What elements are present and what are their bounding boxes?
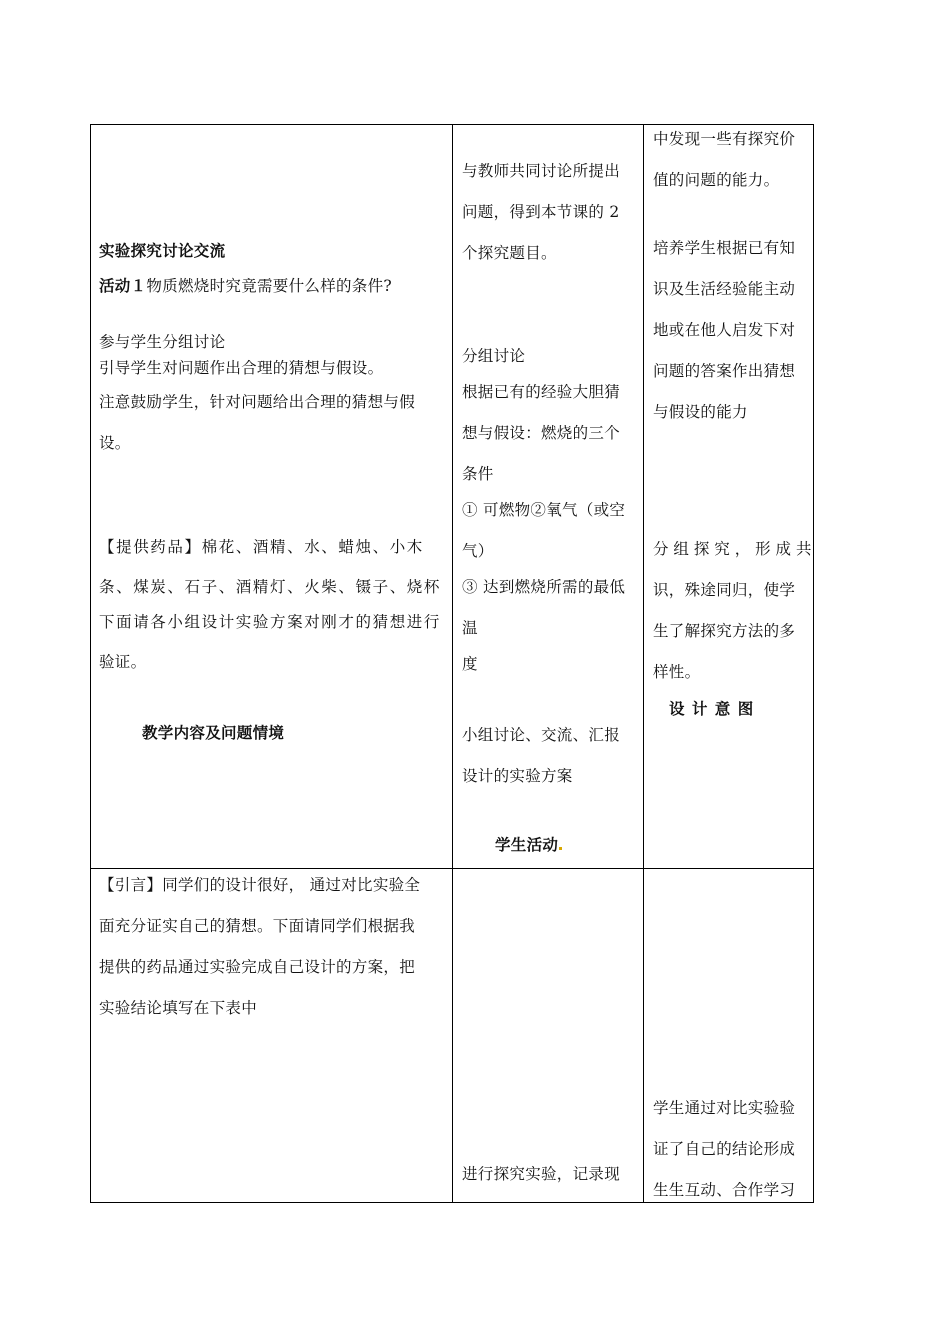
student-activity-line: 温 [462, 619, 478, 637]
design-intent-line: 与假设的能力 [653, 403, 748, 421]
student-activity-line: 问题，得到本节课的 2 [462, 203, 620, 221]
student-activity-line: 气） [462, 542, 494, 560]
activity-text: 物质燃烧时究竟需要什么样的条件? [146, 277, 393, 295]
design-intent-line: 值的问题的能力。 [653, 171, 780, 189]
table-col-divider-2 [643, 124, 644, 1203]
supplies-line: 验证。 [99, 653, 147, 671]
supplies-line: 条、煤炭、石子、酒精灯、火柴、镊子、烧杯 [99, 578, 442, 596]
student-activity-line: 条件 [462, 465, 494, 483]
design-intent-line: 识，殊途同归，使学 [653, 581, 796, 599]
supplies-line: 【提供药品】棉花、酒精、水、蜡烛、小木 [99, 538, 424, 556]
student-activity-line: 根据已有的经验大胆猜 [462, 383, 621, 401]
activity-line [99, 276, 392, 296]
column-header-student-activity-text: 学生活动 [495, 836, 559, 854]
design-intent-line: 地或在他人启发下对 [653, 321, 796, 339]
student-activity-line: 想与假设：燃烧的三个 [462, 424, 621, 442]
student-activity-line: 度 [462, 655, 478, 673]
teacher-text-line: 引导学生对问题作出合理的猜想与假设。 [99, 359, 384, 377]
design-intent-line: 学生通过对比实验验 [653, 1099, 796, 1117]
student-activity-line: 小组讨论、交流、汇报 [462, 726, 621, 744]
design-intent-line: 培养学生根据已有知 [653, 239, 796, 257]
intro-line: 面充分证实自己的猜想。下面请同学们根据我 [99, 917, 416, 935]
teacher-text-line: 参与学生分组讨论 [99, 333, 226, 351]
design-intent-line: 分 组 探 究 ， 形 成 共 [653, 540, 812, 558]
intro-line: 【引言】同学们的设计很好， 通过对比实验全 [99, 876, 421, 894]
student-activity-line: 与教师共同讨论所提出 [462, 162, 621, 180]
table-col-divider-1 [452, 124, 453, 1203]
yellow-mark [559, 847, 562, 850]
student-activity-line: ① 可燃物②氧气（或空 [462, 501, 626, 519]
activity-label: 活动１ [99, 277, 147, 295]
design-intent-line: 识及生活经验能主动 [653, 280, 796, 298]
student-activity-line: ③ 达到燃烧所需的最低 [462, 578, 626, 596]
student-activity-line: 设计的实验方案 [462, 767, 573, 785]
supplies-line: 下面请各小组设计实验方案对刚才的猜想进行 [99, 613, 442, 631]
column-header-student-activity [495, 835, 562, 855]
table-left-border [90, 124, 91, 1203]
student-activity-line: 进行探究实验，记录现 [462, 1165, 621, 1183]
intro-line: 提供的药品通过实验完成自己设计的方案，把 [99, 958, 416, 976]
section-heading: 实验探究讨论交流 [99, 242, 226, 260]
design-intent-line: 生了解探究方法的多 [653, 622, 796, 640]
teacher-text-line: 注意鼓励学生，针对问题给出合理的猜想与假 [99, 393, 416, 411]
student-activity-line: 分组讨论 [462, 347, 526, 365]
column-header-design-intent: 设 计 意 图 [669, 700, 755, 718]
design-intent-line: 中发现一些有探究价 [653, 130, 796, 148]
design-intent-line: 证了自己的结论形成 [653, 1140, 796, 1158]
design-intent-line: 问题的答案作出猜想 [653, 362, 796, 380]
intro-line: 实验结论填写在下表中 [99, 999, 258, 1017]
table-right-border [813, 124, 814, 1203]
teacher-text-line: 设。 [99, 434, 131, 452]
student-activity-line: 个探究题目。 [462, 244, 557, 262]
design-intent-line: 样性。 [653, 663, 701, 681]
design-intent-line: 生生互动、合作学习 [653, 1181, 796, 1199]
column-header-teaching-content: 教学内容及问题情境 [142, 724, 285, 742]
